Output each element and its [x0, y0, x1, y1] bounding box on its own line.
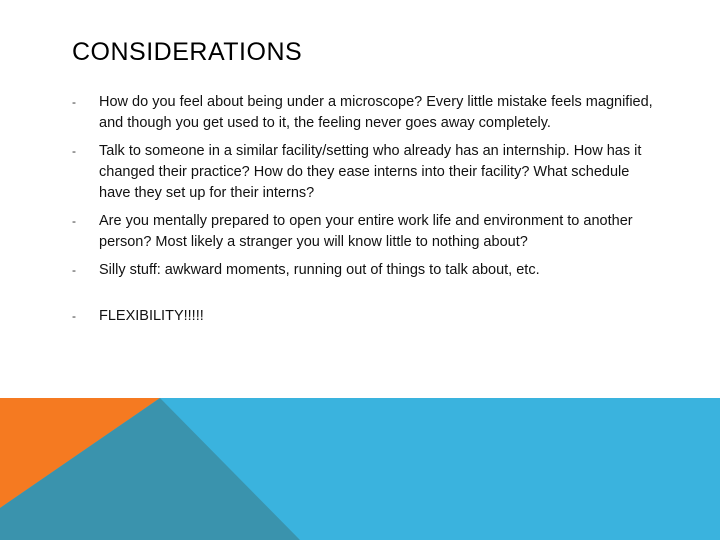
bullet-item — [72, 92, 662, 134]
bullet-marker: - — [72, 214, 76, 228]
bullet-item — [72, 141, 662, 204]
bullet-item — [72, 260, 662, 281]
decorative-footer-band — [0, 398, 720, 540]
bullet-item — [72, 306, 662, 327]
bullet-item — [72, 211, 662, 253]
bullet-text: FLEXIBILITY!!!!! — [99, 308, 204, 324]
bullet-marker: - — [72, 144, 76, 158]
slide-title: CONSIDERATIONS — [72, 38, 303, 66]
bullet-marker: - — [72, 309, 76, 323]
bullet-text: Talk to someone in a similar facility/setting who already has an internship. How has it changed their practice? How do they ease interns into their facility? What schedule have they set up for their interns? — [99, 143, 642, 201]
bullet-text: How do you feel about being under a microscope? Every little mistake feels magnified, and though you get used to it, the feeling never goes away completely. — [99, 94, 653, 131]
bullet-marker: - — [72, 263, 76, 277]
bullet-text: Silly stuff: awkward moments, running out of things to talk about, etc. — [99, 262, 540, 278]
bullet-text: Are you mentally prepared to open your entire work life and environment to another person? Most likely a stranger you will know little to nothing about? — [99, 213, 633, 250]
bullet-marker: - — [72, 95, 76, 109]
bullet-list — [72, 92, 662, 334]
